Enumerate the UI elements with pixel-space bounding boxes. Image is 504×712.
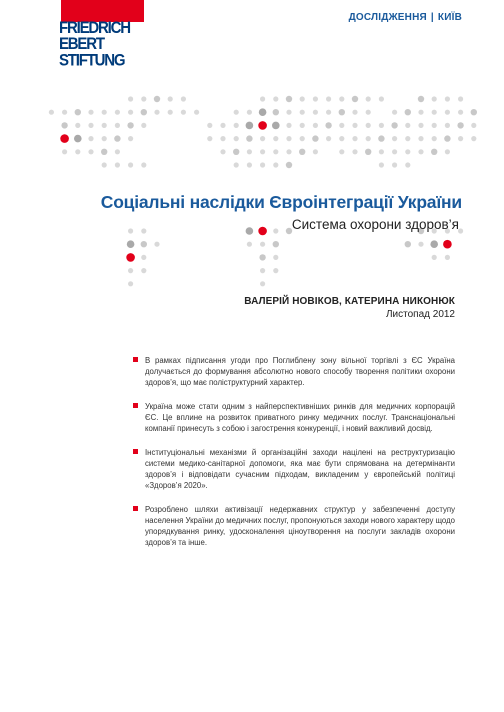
logo-line-1: FRIEDRICH bbox=[59, 18, 130, 38]
map-dot bbox=[141, 109, 147, 115]
map-dot bbox=[392, 110, 397, 115]
map-dot bbox=[443, 240, 452, 249]
map-dot bbox=[379, 123, 384, 128]
map-dot bbox=[126, 253, 135, 262]
map-dot bbox=[207, 136, 212, 141]
map-dot bbox=[115, 123, 120, 128]
map-dot bbox=[246, 135, 252, 141]
map-dot bbox=[61, 122, 67, 128]
map-dot bbox=[88, 110, 93, 115]
series-label bbox=[349, 12, 462, 23]
map-dot bbox=[339, 123, 344, 128]
map-dot bbox=[141, 123, 146, 128]
map-dot bbox=[444, 135, 450, 141]
map-dot bbox=[128, 96, 133, 101]
map-dot bbox=[127, 240, 135, 248]
map-dot bbox=[273, 149, 278, 154]
map-dot bbox=[194, 110, 199, 115]
map-dot bbox=[286, 162, 292, 168]
map-dot bbox=[405, 123, 410, 128]
map-dot bbox=[220, 123, 225, 128]
map-dot bbox=[102, 123, 107, 128]
map-dot bbox=[75, 109, 81, 115]
map-dot bbox=[115, 149, 120, 154]
map-dot bbox=[352, 96, 358, 102]
map-dot bbox=[326, 110, 331, 115]
authors: ВАЛЕРІЙ НОВІКОВ, КАТЕРИНА НИКОНЮК bbox=[244, 296, 455, 307]
map-dot bbox=[432, 123, 437, 128]
map-dot bbox=[286, 149, 291, 154]
map-dot bbox=[233, 149, 239, 155]
map-dot bbox=[458, 110, 463, 115]
map-dot bbox=[128, 162, 133, 167]
map-dot bbox=[379, 96, 384, 101]
map-dot bbox=[273, 255, 278, 260]
summary-bullet bbox=[133, 447, 455, 491]
map-dot bbox=[366, 123, 371, 128]
map-dot bbox=[220, 149, 225, 154]
map-dot bbox=[141, 255, 146, 260]
map-dot bbox=[128, 110, 133, 115]
summary-bullets bbox=[133, 355, 455, 561]
bullet-square-icon bbox=[133, 357, 138, 362]
map-dot bbox=[102, 162, 107, 167]
map-dot bbox=[445, 96, 450, 101]
map-dot bbox=[458, 136, 463, 141]
map-dot bbox=[234, 110, 239, 115]
document-subtitle: Система охорони здоров’я bbox=[291, 217, 459, 232]
map-dot bbox=[300, 110, 305, 115]
map-dot bbox=[88, 136, 93, 141]
map-dot bbox=[432, 136, 437, 141]
map-dot bbox=[60, 134, 69, 143]
map-dot bbox=[62, 110, 67, 115]
map-dot bbox=[432, 255, 437, 260]
map-dot bbox=[405, 162, 410, 167]
publication-date: Листопад 2012 bbox=[385, 309, 455, 320]
map-dot bbox=[339, 136, 344, 141]
map-dot bbox=[102, 136, 107, 141]
map-dot bbox=[259, 254, 265, 260]
map-dot bbox=[259, 108, 267, 116]
map-dot bbox=[366, 96, 371, 101]
map-dot bbox=[418, 110, 423, 115]
map-dot bbox=[114, 135, 120, 141]
bullet-text: В рамках підписання угоди про Поглиблену зону вільної торгівлі з ЄС Україна долучається до формування абсолютно нового способу творення політики охорони здоров’я, що має поліструктурний характер. bbox=[145, 356, 455, 387]
map-dot bbox=[313, 110, 318, 115]
map-dot bbox=[260, 149, 265, 154]
summary-bullet bbox=[133, 401, 455, 434]
map-dot bbox=[247, 149, 252, 154]
map-dot bbox=[168, 110, 173, 115]
bullet-text: Україна може стати одним з найперспективніших ринків для медичних корпорацій ЄС. Це вплине на розвиток приватного ринку медичних послуг. Транснаціональні компанії принесуть з собою і загострення конкуренції, і новий важливий досвід. bbox=[145, 402, 455, 433]
map-dot bbox=[352, 136, 357, 141]
map-dot bbox=[128, 281, 133, 286]
map-dot bbox=[247, 162, 252, 167]
map-dot bbox=[260, 268, 265, 273]
map-dot bbox=[339, 96, 344, 101]
bullet-square-icon bbox=[133, 506, 138, 511]
map-dot bbox=[392, 149, 397, 154]
map-dot bbox=[392, 136, 397, 141]
map-dot bbox=[445, 149, 450, 154]
map-dot bbox=[102, 110, 107, 115]
map-dot bbox=[154, 96, 160, 102]
map-dot bbox=[127, 122, 133, 128]
map-dot bbox=[273, 136, 278, 141]
map-dot bbox=[128, 136, 133, 141]
map-dot bbox=[300, 96, 305, 101]
map-dot bbox=[326, 96, 331, 101]
map-dot bbox=[258, 121, 267, 130]
map-dot bbox=[431, 149, 437, 155]
map-dot bbox=[273, 96, 278, 101]
map-dot bbox=[75, 149, 80, 154]
map-dot bbox=[445, 110, 450, 115]
map-dot bbox=[141, 241, 147, 247]
map-dot bbox=[49, 110, 54, 115]
map-dot bbox=[471, 136, 476, 141]
map-dot bbox=[418, 149, 423, 154]
map-dot bbox=[445, 123, 450, 128]
map-dot bbox=[366, 136, 371, 141]
map-dot bbox=[457, 122, 463, 128]
map-dot bbox=[260, 136, 265, 141]
map-dot bbox=[154, 110, 159, 115]
map-dot bbox=[418, 136, 423, 141]
map-dot bbox=[115, 162, 120, 167]
map-dot bbox=[418, 123, 423, 128]
map-dot bbox=[352, 149, 357, 154]
map-dot bbox=[141, 268, 146, 273]
map-dot bbox=[405, 136, 410, 141]
map-dot bbox=[273, 268, 278, 273]
map-dot bbox=[246, 122, 254, 130]
map-dot bbox=[234, 162, 239, 167]
map-dot bbox=[74, 135, 82, 143]
map-dot bbox=[141, 162, 146, 167]
map-dot bbox=[286, 123, 291, 128]
map-dot bbox=[207, 123, 212, 128]
map-dot bbox=[405, 109, 411, 115]
map-dot bbox=[313, 96, 318, 101]
map-dot bbox=[313, 123, 318, 128]
map-dot bbox=[352, 110, 357, 115]
series-type: ДОСЛІДЖЕННЯ bbox=[348, 12, 427, 23]
bullet-square-icon bbox=[133, 403, 138, 408]
summary-bullet bbox=[133, 504, 455, 548]
map-dot bbox=[312, 135, 318, 141]
map-dot bbox=[300, 123, 305, 128]
map-dot bbox=[325, 122, 331, 128]
map-dot bbox=[432, 96, 437, 101]
map-dot bbox=[101, 149, 107, 155]
map-dot bbox=[391, 122, 397, 128]
map-dot bbox=[378, 135, 384, 141]
map-dot bbox=[181, 110, 186, 115]
map-dot bbox=[379, 149, 384, 154]
map-dot bbox=[115, 110, 120, 115]
map-dot bbox=[339, 149, 344, 154]
map-dot bbox=[75, 123, 80, 128]
series-city: КИЇВ bbox=[437, 12, 462, 23]
map-dot bbox=[458, 96, 463, 101]
map-dot bbox=[272, 122, 280, 130]
map-dot bbox=[392, 162, 397, 167]
map-dot bbox=[286, 110, 291, 115]
bullet-square-icon bbox=[133, 449, 138, 454]
series-separator: | bbox=[430, 12, 434, 23]
map-dot bbox=[286, 96, 292, 102]
map-dot bbox=[286, 136, 291, 141]
map-dot bbox=[379, 162, 384, 167]
map-dot bbox=[181, 96, 186, 101]
map-dot bbox=[260, 162, 265, 167]
map-dot bbox=[247, 110, 252, 115]
map-dot bbox=[471, 123, 476, 128]
map-dot bbox=[62, 149, 67, 154]
fes-logo bbox=[59, 20, 159, 69]
document-title: Соціальні наслідки Євроінтеграції України bbox=[100, 192, 462, 212]
logo-line-3: STIFTUNG bbox=[59, 51, 125, 70]
map-dot bbox=[326, 136, 331, 141]
logo-line-2: EBERT bbox=[59, 35, 104, 54]
map-dot bbox=[405, 241, 411, 247]
map-dot bbox=[339, 109, 345, 115]
map-dot bbox=[432, 110, 437, 115]
bullet-text: Інституціональні механізми й організаційні заходи націлені на реструктуризацію системи медико-санітарної допомоги, яка має бути спрямована на детермінанти здоров’я і відповідати сучасним підходам, викладеним у європейській політиці «Здоров’я 2020». bbox=[145, 448, 455, 490]
map-dot bbox=[168, 96, 173, 101]
map-dot bbox=[260, 281, 265, 286]
map-dot bbox=[260, 96, 265, 101]
map-dot bbox=[273, 241, 279, 247]
map-dot bbox=[471, 109, 477, 115]
map-dot bbox=[273, 162, 278, 167]
map-dot bbox=[260, 242, 265, 247]
map-dot bbox=[405, 149, 410, 154]
map-dot bbox=[300, 136, 305, 141]
map-dot bbox=[299, 149, 305, 155]
bullet-text: Розроблено шляхи активізації недержавних структур у забезпеченні доступу населення України до медичних послуг, пропонуються заходи нового характеру щодо упорядкування ринку, удосконалення ціноутворення на послуги закладів охорони здоров’я та інше. bbox=[145, 505, 455, 547]
summary-bullet bbox=[133, 355, 455, 388]
map-dot bbox=[247, 242, 252, 247]
map-dot bbox=[365, 149, 371, 155]
map-dot bbox=[88, 123, 93, 128]
map-dot bbox=[430, 240, 438, 248]
map-dot bbox=[418, 96, 424, 102]
map-dot bbox=[366, 110, 371, 115]
map-dot bbox=[273, 109, 279, 115]
map-dot bbox=[128, 268, 133, 273]
map-dot bbox=[445, 255, 450, 260]
map-dot bbox=[234, 123, 239, 128]
map-dot bbox=[88, 149, 93, 154]
map-dot bbox=[352, 123, 357, 128]
map-dot bbox=[154, 242, 159, 247]
map-dot bbox=[234, 136, 239, 141]
map-dot bbox=[141, 96, 146, 101]
map-dot bbox=[418, 242, 423, 247]
map-dot bbox=[220, 136, 225, 141]
map-dot bbox=[313, 149, 318, 154]
